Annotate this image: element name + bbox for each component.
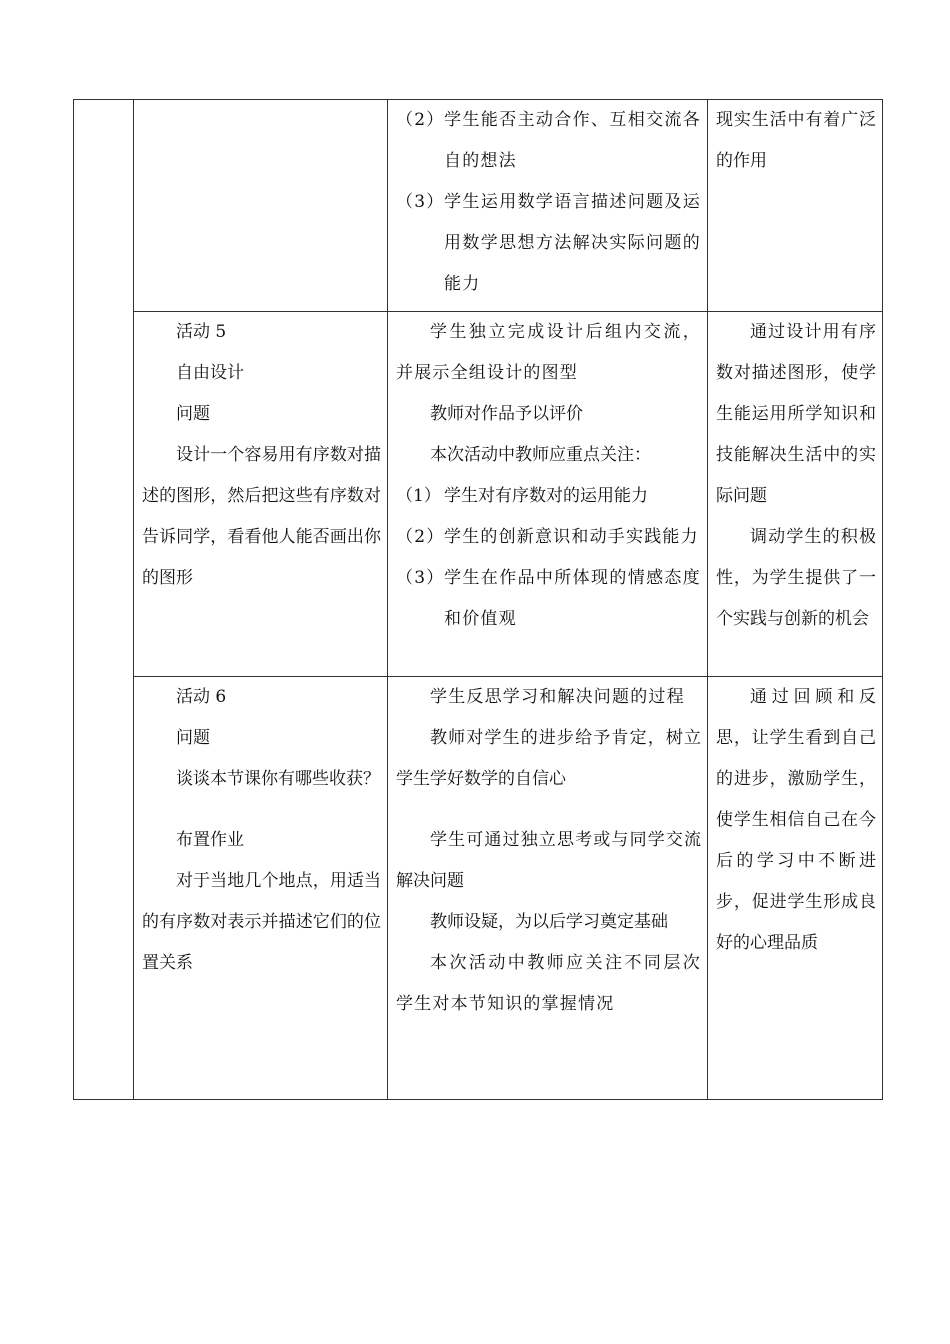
table-row	[74, 100, 883, 312]
intent-cell: 通过设计用有序数对描述图形，使学生能运用所学知识和技能解决生活中的实际问题 调动学生的积极性，为学生提供了一个实践与创新的机会	[708, 312, 883, 677]
table-row	[74, 312, 883, 677]
activity-cell	[134, 100, 388, 312]
activity-cell: 活动 6 问题 谈谈本节课你有哪些收获？ 布置作业 对于当地几个地点，用适当的有序数对表示并描述它们的位置关系	[134, 677, 388, 1100]
process-cell	[388, 100, 708, 312]
intent-cell: 现实生活中有着广泛的作用	[708, 100, 883, 312]
process-cell: 学生独立完成设计后组内交流，并展示全组设计的图型 教师对作品予以评价 本次活动中教师应重点关注： （1） 学生对有序数对的运用能力 （2）学生的创新意识和动手实践能力 （3）学生在作品中所体现的情感态度和价值观	[388, 312, 708, 677]
list-item: （2）学生的创新意识和动手实践能力	[396, 527, 699, 547]
process-cell: 学生反思学习和解决问题的过程 教师对学生的进步给予肯定，树立学生学好数学的自信心 学生可通过独立思考或与同学交流解决问题 教师设疑，为以后学习奠定基础 本次活动中教师应关注不同层次学生对本节知识的掌握情况	[388, 677, 708, 1100]
list-item: （3）学生运用数学语言描述问题及运用数学思想方法解决实际问题的能力	[396, 192, 701, 294]
list-item: （3）学生在作品中所体现的情感态度和价值观	[396, 568, 701, 629]
list-item: （2）学生能否主动合作、互相交流各自的想法	[396, 110, 701, 171]
intent-cell: 通过回顾和反思，让学生看到自己的进步，激励学生，使学生相信自己在今后的学习中不断进步，促进学生形成良好的心理品质	[708, 677, 883, 1100]
lesson-plan-table	[73, 99, 883, 1100]
list-item: （1） 学生对有序数对的运用能力	[396, 486, 648, 506]
stage-column-cell	[74, 100, 134, 1100]
table-row	[74, 677, 883, 1100]
activity-cell: 活动 5 自由设计 问题 设计一个容易用有序数对描述的图形，然后把这些有序数对告诉同学，看看他人能否画出你的图形	[134, 312, 388, 677]
